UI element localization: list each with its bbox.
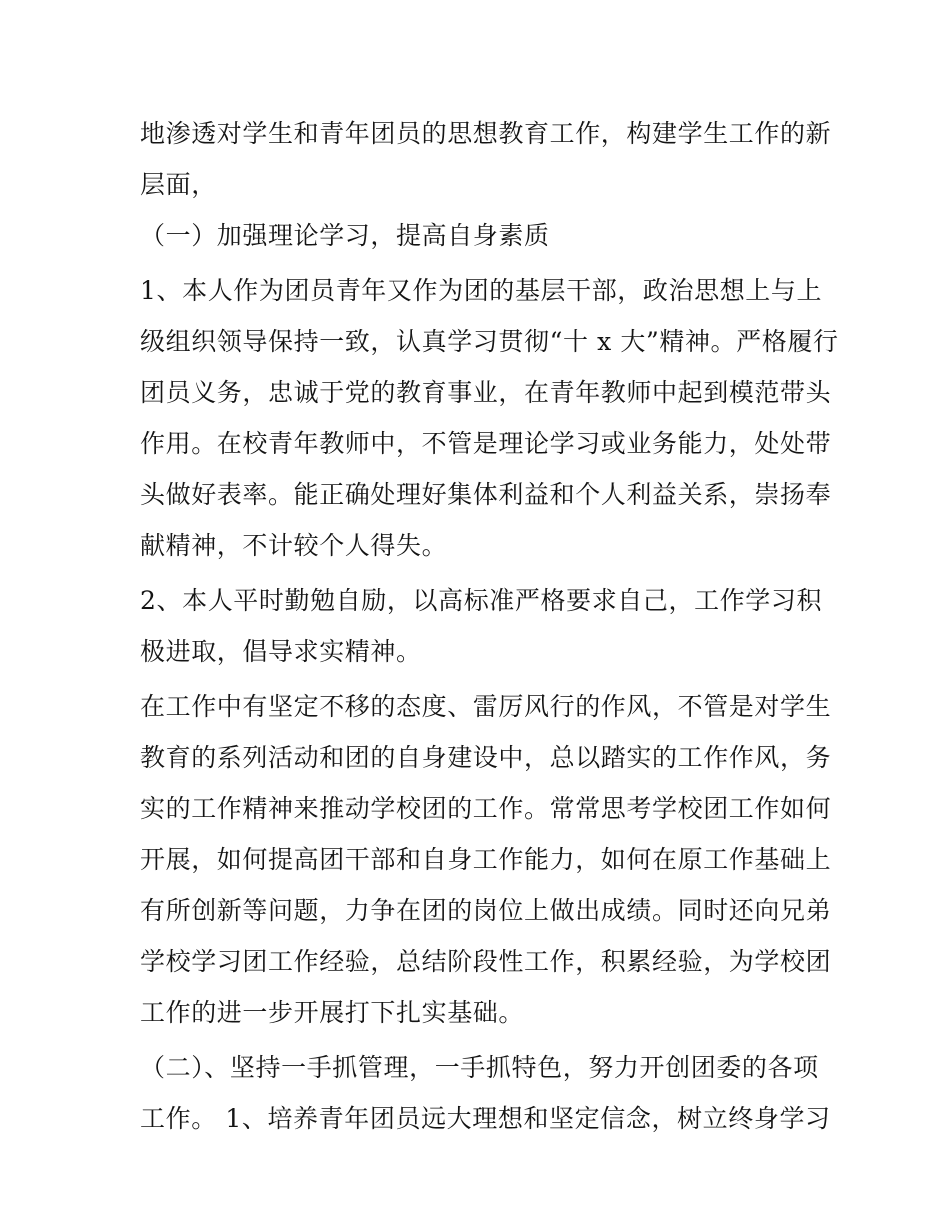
text-line: 极进取，倡导求实精神。 <box>140 637 422 666</box>
text-line: 学校学习团工作经验，总结阶段性工作，积累经验，为学校团 <box>140 947 832 976</box>
text-line: 作用。在校青年教师中，不管是理论学习或业务能力，处处带 <box>140 429 832 458</box>
section-heading: （一）加强理论学习，提高自身素质 <box>140 221 550 250</box>
text-line: 工作的进一步开展打下扎实基础。 <box>140 998 525 1027</box>
text-line: 头做好表率。能正确处理好集体利益和个人利益关系，崇扬奉 <box>140 480 832 509</box>
text-line: 教育的系列活动和团的自身建设中，总以踏实的工作作风，务 <box>140 743 832 772</box>
text-line: 1、本人作为团员青年又作为团的基层干部，政治思想上与上 <box>140 276 823 305</box>
section-heading: （二）、坚持一手抓管理，一手抓特色，努力开创团委的各项 <box>140 1053 819 1082</box>
text-line: 有所创新等问题，力争在团的岗位上做出成绩。同时还向兄弟 <box>140 896 832 925</box>
text-line: 献精神，不计较个人得失。 <box>140 531 448 560</box>
text-line: 团员义务，忠诚于党的教育事业，在青年教师中起到模范带头 <box>140 378 832 407</box>
text-line: 级组织领导保持一致，认真学习贯彻“十 x 大”精神。严格履行 <box>140 327 839 356</box>
text-line: 实的工作精神来推动学校团的工作。常常思考学校团工作如何 <box>140 794 832 823</box>
text-line: 地渗透对学生和青年团员的思想教育工作，构建学生工作的新 <box>140 119 832 148</box>
text-line: 2、本人平时勤勉自励，以高标准严格要求自己，工作学习积 <box>140 586 823 615</box>
text-line: 层面， <box>140 170 217 199</box>
text-line: 在工作中有坚定不移的态度、雷厉风行的作风，不管是对学生 <box>140 692 832 721</box>
document-body <box>140 108 839 1144</box>
text-line: 开展，如何提高团干部和自身工作能力，如何在原工作基础上 <box>140 845 832 874</box>
text-line: 工作。 1、培养青年团员远大理想和坚定信念，树立终身学习 <box>140 1104 831 1133</box>
